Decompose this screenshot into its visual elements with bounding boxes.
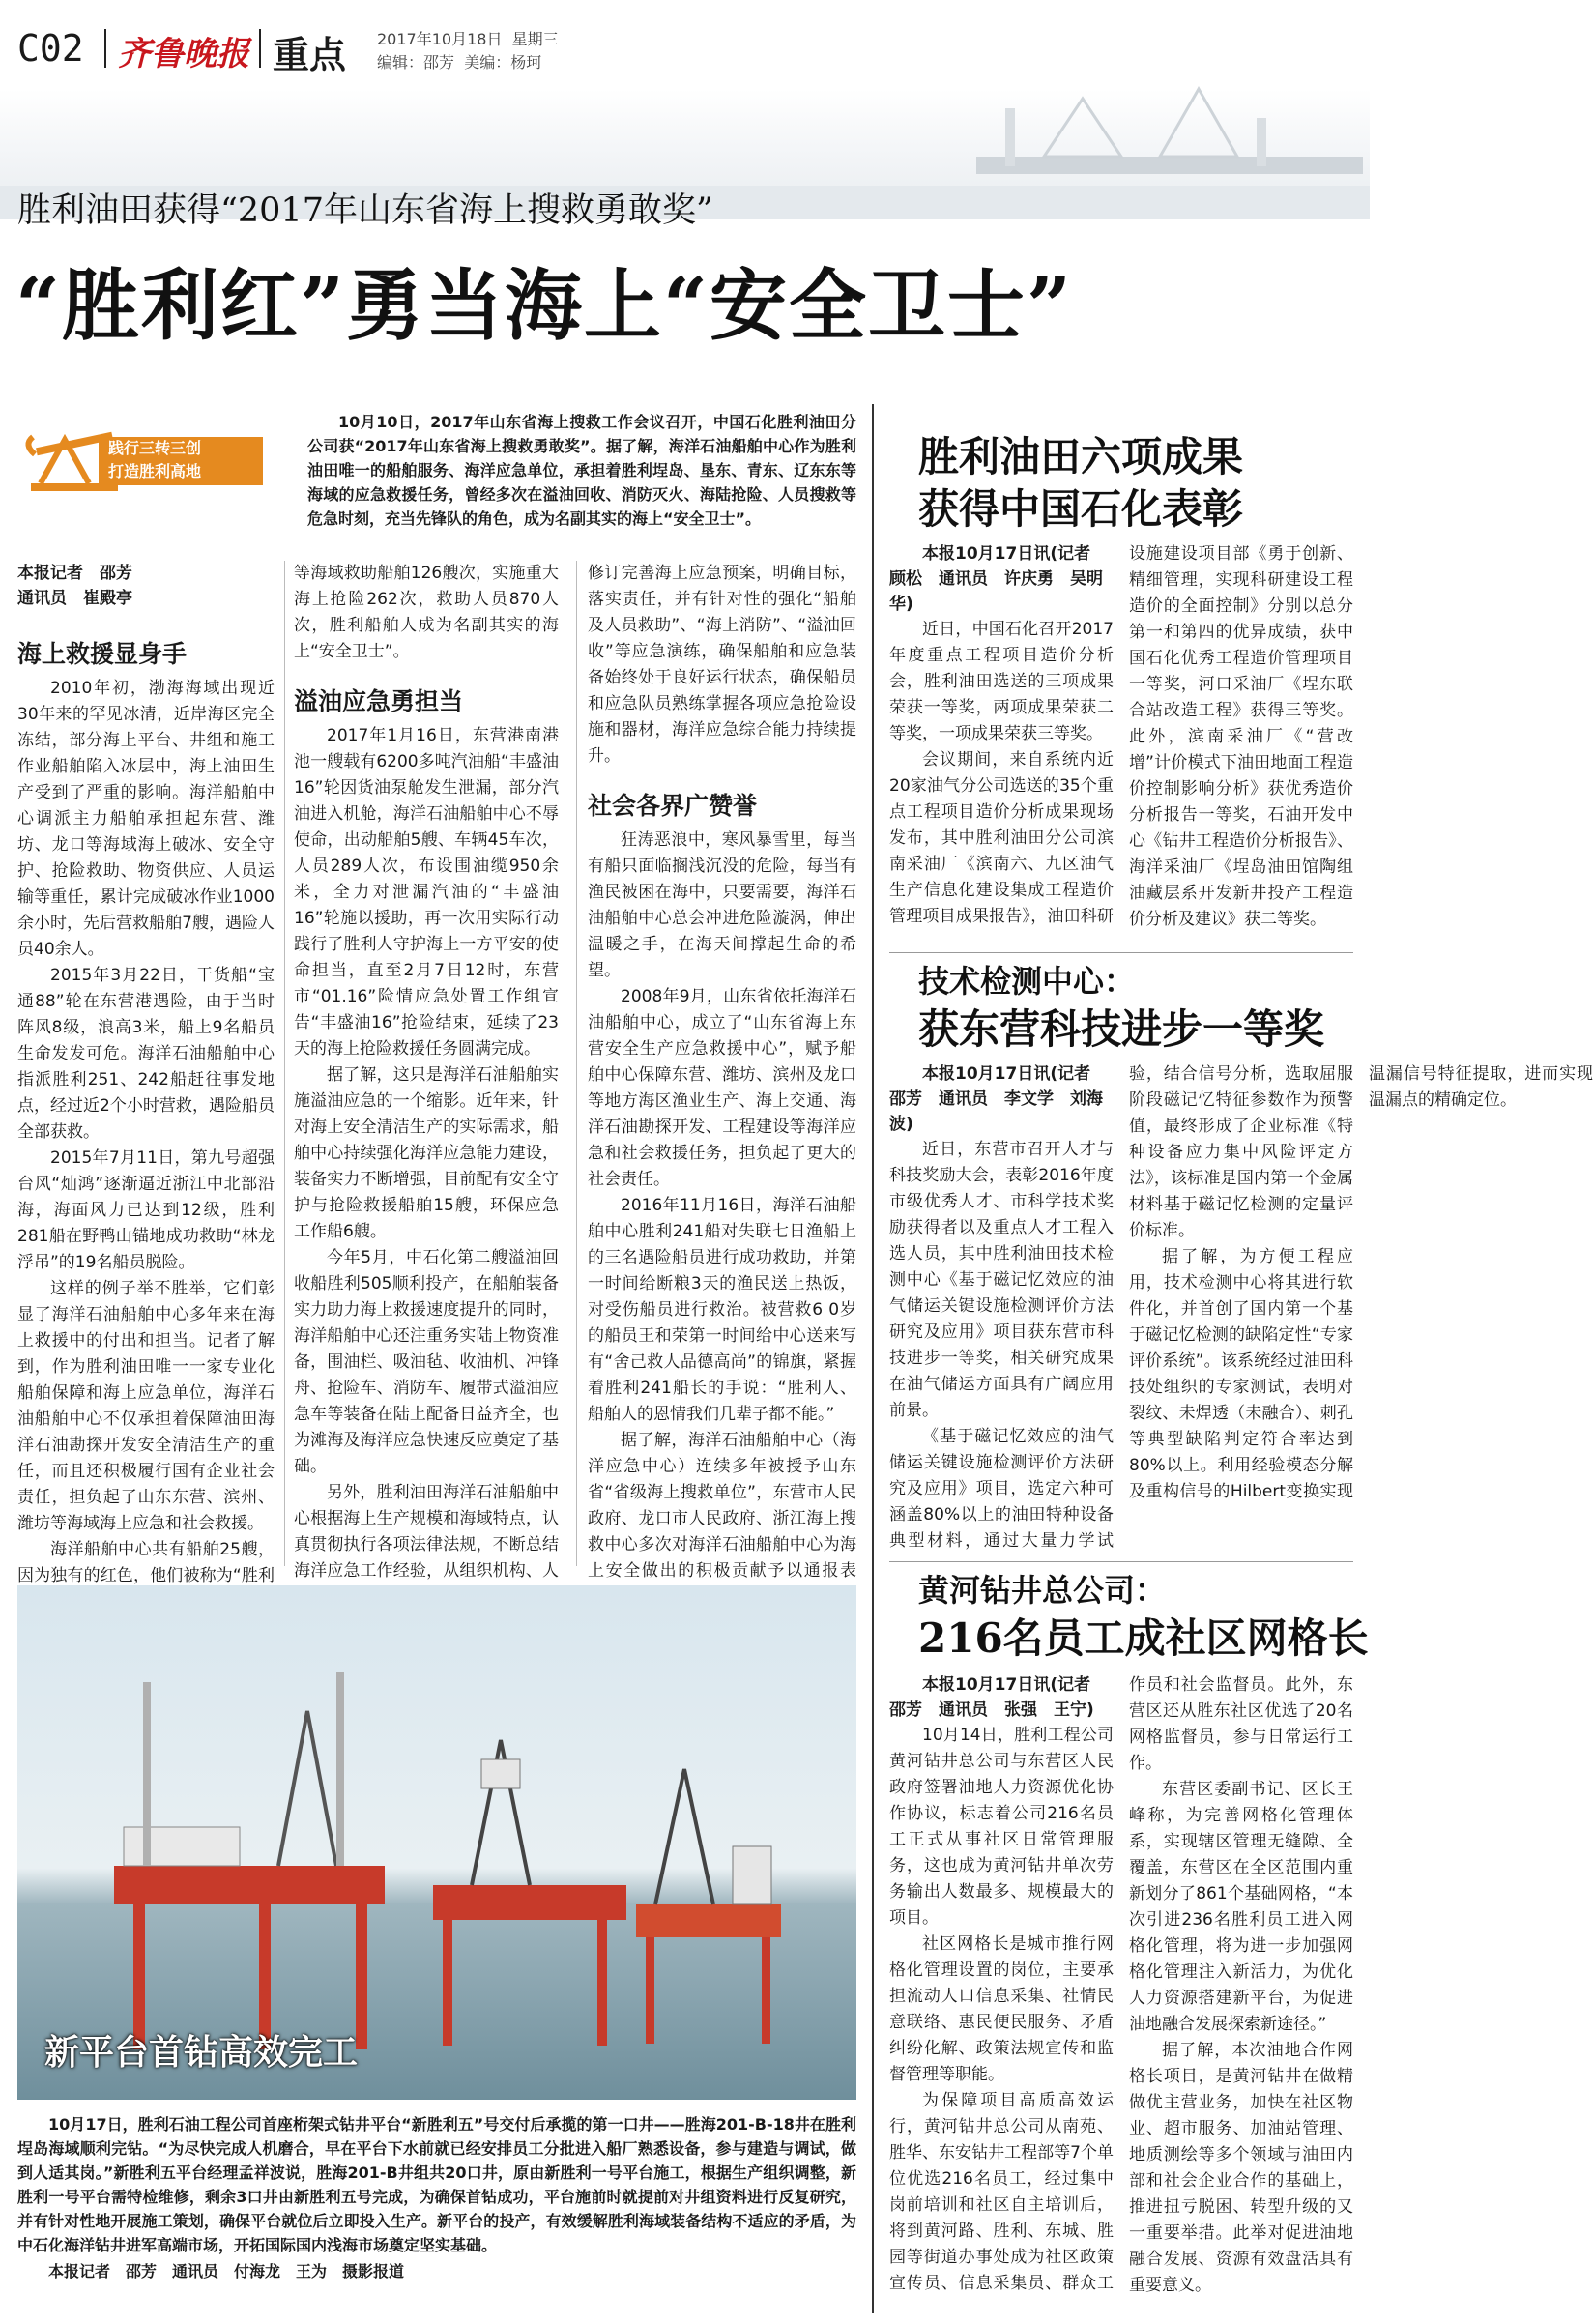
issue-date bbox=[377, 27, 559, 49]
story-b-title-2: 获东营科技进步一等奖 bbox=[918, 1005, 1325, 1053]
paragraph: 另外，胜利油田海洋石油船舶中心根据海上生产规模和海域特点，认真贯彻执行各项法律法规，不断总结海洋应急工作经验，从组织机构、人 bbox=[294, 1483, 559, 1581]
correspondent-byline: 通讯员 崔殿亭 bbox=[17, 589, 132, 608]
date: 2017年10月18日 bbox=[377, 30, 503, 48]
campaign-logo bbox=[21, 416, 282, 503]
paragraph: 近日，东营市召开人才与科技奖励大会，表彰2016年度市级优秀人才、市科学技术奖励获得者以及重点人才工程入选人员，其中胜利油田技术检测中心《基于磁记忆效应的油气储运关键设施检测评价方法研究及应用》项目获东营市科技进步一等奖，相关研究成果在油气储运方面具有广阔应用前景。 bbox=[889, 1140, 1114, 1420]
paper-name: 齐鲁晚报 bbox=[118, 35, 249, 73]
paragraph: 2008年9月，山东省依托海洋石油船舶中心，成立了“山东省海上东营安全生产应急救援中心”，赋予船舶中心保障东营、潍坊、滨州及龙口等地方海区渔业生产、海上交通、海洋石油勘探开发、工程建设等海洋应急和社会救援任务，担负起了更大的社会责任。 bbox=[588, 987, 856, 1189]
paragraph: 2010年初，渤海海域出现近30年来的罕见冰清，近岸海区完全冻结，部分海上平台、井组和施工作业船舶陷入冰层中，海上油田生产受到了严重的影响。海洋船舶中心调派主力船舶承担起东营、潍坊、龙口等海域海上破冰、安全守护、抢险救助、物资供应、人员运输等重任，累计完成破冰作业1000余小时，先后营救船舶7艘，遇险人员40余人。 bbox=[17, 679, 275, 959]
paragraph: 2016年11月16日，海洋石油船舶中心胜利241船对失联七日渔船上的三名遇险船员进行成功救助，并第一时间给断粮3天的渔民送上热饭，对受伤船员进行救治。被营救6 0岁的船员王和荣第一时间给中心送来写有“舍己救人品德高尚”的锦旗，紧握着胜利241船长的手说：“胜利人、船舶人的恩情我们几辈子都不能。” bbox=[588, 1196, 856, 1424]
reporter-byline: 本报记者 邵芳 bbox=[17, 564, 132, 583]
caption-paragraph: 10月17日，胜利石油工程公司首座桁架式钻井平台“新胜利五”号交付后承揽的第一口井——胜海201-B-18井在胜利埕岛海域顺利完钻。“为尽快完成人机磨合，早在平台下水前就已经安排员工分批进入船厂熟悉设备，参与建造与调试，做到人适其岗。”新胜利五平台经理孟祥波说，胜海201-B井组共20口井，原由新胜利一号平台施工，根据生产组织调整，新胜利一号平台需特检维修，剩余3口井由新胜利五号完成，为确保首钻成功，平台施前时就提前对井组资料进行反复研究，并有针对性地开展施工策划，确保平台就位后立即投入生产。新平台的投产，有效缓解胜利海域装备结构不适应的矛盾，为中石化海洋钻井进军高端市场，开拓国际国内浅海市场奠定坚实基础。 bbox=[17, 2115, 856, 2254]
paragraph: 修订完善海上应急预案，明确目标，落实责任，并有针对性的强化“船舶及人员救助”、“海上消防”、“溢油回收”等应急演练，确保船舶和应急装备始终处于良好运行状态，确保船员和应急队员熟练掌握各项应急抢险设施和器材，海洋应急综合能力持续提升。 bbox=[588, 564, 856, 766]
rig-photo bbox=[17, 1585, 856, 2100]
story-b-title-1: 技术检测中心： bbox=[918, 963, 1136, 1000]
paragraph: 据了解，为方便工程应用，技术检测中心将其进行软件化，并首创了国内第一个基于磁记忆检测的缺陷定性“专家评价系统”。该系统经过油田科技处组织的专家测试，表明对裂纹、未焊透（未融合）、刺孔等典型缺陷判定符合率达到80%以上。利用经验模态分解及重构信号的Hilbert变换实现温漏信号特征提取，进而实现温漏点的精确定位。 bbox=[1129, 1064, 1593, 1501]
paragraph: 《基于磁记忆效应的油气储运关键设施检测评价方法研究及应用》项目，选定六种可涵盖80%以上的油田特种设备典型材料，通过大量力学试验，结合信号分析，选取屈服阶段磁记忆特征参数作为预警值，最终形成了企业标准《特种设备应力集中风险评定方法》，该标准是国内第一个金属材料基于磁记忆检测的定量评价标准。 bbox=[889, 1064, 1353, 1551]
paragraph: 10月14日，胜利工程公司黄河钻井总公司与东营区人民政府签署油地人力资源优化协作协议，标志着公司216名员工正式从事社区日常管理服务，这也成为黄河钻井单次劳务输出人数最多、规模最大的项目。 bbox=[889, 1726, 1114, 1928]
paragraph: 狂涛恶浪中，寒风暴雪里，每当有船只面临搁浅沉没的危险，每当有渔民被困在海中，只要需要，海洋石油船舶中心总会冲进危险漩涡，伸出温暖之手，在海天间撑起生命的希望。 bbox=[588, 830, 856, 980]
lead-column-1 bbox=[17, 561, 275, 1585]
weekday: 星期三 bbox=[511, 30, 559, 48]
designer: 美编：杨珂 bbox=[464, 53, 542, 72]
column-rule bbox=[576, 561, 577, 1566]
subhead-praise: 社会各界广赞誉 bbox=[588, 792, 758, 820]
offshore-platform-illustration bbox=[17, 1585, 856, 2100]
subhead-rescue: 海上救援显身手 bbox=[17, 640, 188, 668]
paragraph: 会议期间，来自系统内近20家油气分公司选送的35个重点工程项目造价分析成果现场发布，其中胜利油田分公司滨南采油厂《滨南六、九区油气生产信息化建设集成工程造价管理项目成果报告》，油田科研设施建设项目部《勇于创新、精细管理，实现科研建设工程造价的全面控制》分别以总分第一和第四的优异成绩，获中国石化优秀工程造价管理项目一等奖，河口采油厂《埕东联合站改造工程》获得三等奖。此外，滨南采油厂《“营改增”计价模式下油田地面工程造价控制影响分析》获优秀造价分析报告一等奖，石油开发中心《钻井工程造价分析报告》、海洋采油厂《埕岛油田馆陶组油藏层系开发新井投产工程造价分析及建议》获二等奖。 bbox=[889, 544, 1353, 929]
story-rule bbox=[889, 952, 1353, 953]
story-a-body bbox=[889, 541, 1353, 947]
paragraph: 据了解，本次油地合作网格长项目，是黄河钻井在做精做优主营业务，加快在社区物业、超市服务、加油站管理、地质测绘等多个领域与油田内部和社会企业合作的基础上，推进扭亏脱困、转型升级的又一重要举措。此举对促进油地融合发展、资源有效盘活具有重要意义。 bbox=[1129, 2041, 1353, 2295]
paragraph: 海洋船舶中心共有船舶25艘，因为独有的红色，他们被称为“胜利 bbox=[17, 1540, 275, 1585]
subhead-oil-spill: 溢油应急勇担当 bbox=[294, 687, 464, 715]
paragraph: 近日，中国石化召开2017年度重点工程项目造价分析会，胜利油田选送的三项成果荣获一等奖，两项成果荣获二等奖，一项成果荣获三等奖。 bbox=[889, 620, 1114, 743]
kicker-headline: 胜利油田获得“2017年山东省海上搜救勇敢奖” bbox=[17, 191, 713, 230]
paragraph: 今年5月，中石化第二艘溢油回收船胜利505顺利投产，在船舶装备实力助力海上救援速度提升的同时，海洋船舶中心还注重务实陆上物资准备，围油栏、吸油毡、收油机、冲锋舟、抢险车、消防车、履带式溢油应急车等装备在陆上配备日益齐全，也为滩海及海洋应急快速反应奠定了基础。 bbox=[294, 1248, 559, 1476]
column-rule bbox=[284, 561, 285, 1566]
story-c-title-2: 216名员工成社区网格长 bbox=[918, 1614, 1369, 1662]
story-a-title-2: 获得中国石化表彰 bbox=[918, 485, 1244, 533]
section-title: 重点 bbox=[273, 34, 347, 76]
editor: 编辑：邵芳 bbox=[377, 53, 455, 72]
paragraph: 据了解，这只是海洋石油船舶实施溢油应急的一个缩影。近年来，针对海上安全清洁生产的实际需求，船舶中心持续强化海洋应急能力建设，装备实力不断增强，目前配有安全守护与抢险救援船舶15艘，环保应急工作船6艘。 bbox=[294, 1065, 559, 1241]
photo-credit: 本报记者 邵芳 通讯员 付海龙 王为 摄影报道 bbox=[48, 2262, 405, 2280]
paragraph: 为保障项目高质高效运行，黄河钻井总公司从南苑、胜华、东安钻井工程部等7个单位优选216名员工，经过集中岗前培训和社区自主培训后，将到黄河路、胜利、东城、胜园等街道办事处成为社区政策宣传员、信息采集员、群众工作员和社会监督员。此外，东营区还从胜东社区优选了20名网格监督员，参与日常运行工作。 bbox=[889, 1675, 1353, 2293]
paragraph: 等海域救助船舶126艘次，实施重大海上抢险262次，救助人员870人次，胜利船舶人成为名副其实的海上“安全卫士”。 bbox=[294, 564, 559, 661]
story-c-title-1: 黄河钻井总公司： bbox=[918, 1572, 1167, 1609]
main-headline: “胜利红”勇当海上“安全卫士” bbox=[15, 260, 1074, 351]
page-code: C02 bbox=[17, 27, 84, 70]
logo-ribbon bbox=[99, 437, 263, 485]
intro-paragraph: 10月10日，2017年山东省海上搜救工作会议召开，中国石化胜利油田分公司获“2017年山东省海上搜救勇敢奖”。据了解，海洋石油船舶中心作为胜利油田唯一的船舶服务、海洋应急单位，承担着胜利埕岛、垦东、青东、辽东东等海域的应急救援任务，曾经多次在溢油回收、消防灭火、海陆抢险、人员搜救等危急时刻，充当先锋队的角色，成为名副其实的海上“安全卫士”。 bbox=[307, 413, 856, 528]
paragraph: 社区网格长是城市推行网格化管理设置的岗位，主要承担流动人口信息采集、社情民意联络、惠民便民服务、矛盾纠纷化解、政策法规宣传和监督管理等职能。 bbox=[889, 1934, 1114, 2084]
paragraph: 这样的例子举不胜举，它们彰显了海洋石油船舶中心多年来在海上救援中的付出和担当。记者了解到，作为胜利油田唯一一家专业化船舶保障和海上应急单位，海洋石油船舶中心不仅承担着保障油田海洋石油勘探开发安全清洁生产的重任，而且还积极履行国有企业社会责任，担负起了山东东营、滨州、潍坊等海域海上应急和社会救援。 bbox=[17, 1279, 275, 1533]
lead-column-2 bbox=[294, 561, 559, 1581]
section-rule bbox=[872, 404, 874, 2313]
story-c-body bbox=[889, 1672, 1353, 2310]
lead-intro bbox=[307, 410, 856, 545]
paragraph: 据了解，海洋石油船舶中心（海洋应急中心）连续多年被授予山东省“省级海上搜救单位”，东营市人民政府、龙口市人民政府、浙江海上搜救中心多次对海洋石油船舶中心为海上安全做出的积极贡献予以通报表 bbox=[588, 1431, 856, 1581]
story-a-title-1: 胜利油田六项成果 bbox=[918, 433, 1244, 480]
story-a-byline: 本报10月17日讯(记者 顾松 通讯员 许庆勇 吴明华) bbox=[889, 544, 1108, 614]
masthead bbox=[0, 0, 1370, 77]
paragraph: 东营区委副书记、区长王峰称，为完善网格化管理体系，实现辖区管理无缝隙、全覆盖，东营区在全区范围内重新划分了861个基础网格，“本次引进236名胜利员工进入网格化管理，将为进一步加强网格化管理注入新活力，为优化人力资源搭建新平台，为促进油地融合发展探索新途径。” bbox=[1129, 1780, 1353, 2034]
photo-overlay-caption: 新平台首钻高效完工 bbox=[44, 2033, 359, 2073]
paragraph: 2015年3月22日，干货船“宝通88”轮在东营港遇险，由于当时阵风8级，浪高3米，船上9名船员生命发发可危。海洋石油船舶中心指派胜利251、242船赶往事发地点，经过近2个小时营救，遇险船员全部获救。 bbox=[17, 966, 275, 1142]
story-b-body bbox=[889, 1061, 1593, 1554]
masthead-divider bbox=[259, 29, 261, 68]
story-b-byline: 本报10月17日讯(记者 邵芳 通讯员 李文学 刘海波) bbox=[889, 1064, 1108, 1134]
editor-line bbox=[377, 50, 541, 73]
logo-text-1: 践行三转三创 bbox=[108, 439, 202, 457]
paragraph: 2017年1月16日，东营港南港池一艘载有6200多吨汽油船“丰盛油16”轮因货油泵舱发生泄漏，部分汽油进入机舱，海洋石油船舶中心不辱使命，出动船舶5艘、车辆45车次，人员289人次，布设围油缆950余米，全力对泄漏汽油的“丰盛油16”轮施以援助，再一次用实际行动践行了胜利人守护海上一方平安的使命担当，直至2月7日12时，东营市“01.16”险情应急处置工作组宣告“丰盛油16”抢险结束，延续了23天的海上抢险救援任务圆满完成。 bbox=[294, 726, 559, 1059]
paragraph: 2015年7月11日，第九号超强台风“灿鸿”逐渐逼近浙江中北部沿海，海面风力已达到12级，胜利281船在野鸭山锚地成功救助“林龙浮吊”的19名船员脱险。 bbox=[17, 1148, 275, 1272]
logo-text-2: 打造胜利高地 bbox=[108, 462, 202, 480]
story-c-byline: 本报10月17日讯(记者 邵芳 通讯员 张强 王宁) bbox=[889, 1675, 1108, 1720]
lead-column-3 bbox=[588, 561, 856, 1581]
photo-caption bbox=[17, 2112, 856, 2310]
story-rule bbox=[889, 1561, 1353, 1562]
masthead-divider bbox=[104, 29, 106, 68]
